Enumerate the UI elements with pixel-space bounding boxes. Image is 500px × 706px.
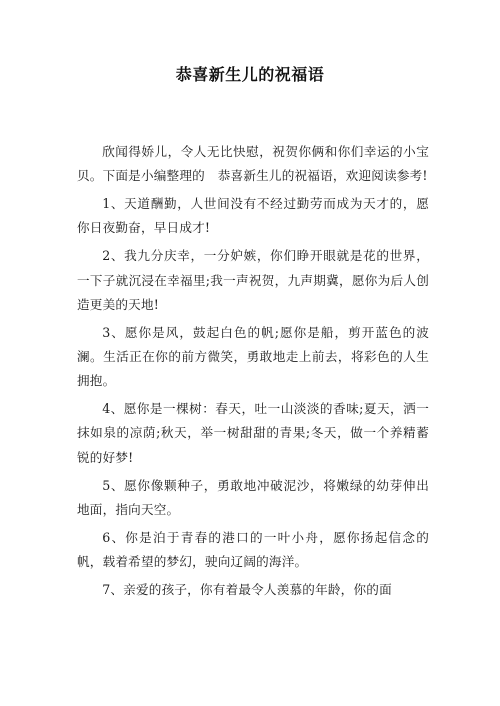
paragraph-1: 1、天道酬勤，人世间没有不经过勤劳而成为天才的，愿你日夜勤奋，早日成才! [77,196,429,236]
paragraph-intro: 欣闻得娇儿，令人无比快慰，祝贺你俩和你们幸运的小宝贝。下面是小编整理的 恭喜新生儿的祝福语，欢迎阅读参考! [77,144,429,184]
paragraph-7: 7、亲爱的孩子，你有着最令人羡慕的年龄，你的面 [102,582,392,598]
paragraph-3: 3、愿你是风，鼓起白色的帆;愿你是船，剪开蓝色的波澜。生活正在你的前方微笑，勇敢地走上前去，将彩色的人生拥抱。 [77,324,429,389]
paragraph-5: 5、愿你像颗种子，勇敢地冲破泥沙，将嫩绿的幼芽伸出地面，指向天空。 [77,477,429,517]
paragraph-6: 6、你是泊于青春的港口的一叶小舟，愿你扬起信念的帆，载着希望的梦幻，驶向辽阔的海洋。 [77,529,429,570]
paragraph-2: 2、我九分庆幸，一分妒嫉，你们睁开眼就是花的世界，一下子就沉浸在幸福里;我一声祝贺，九声期冀，愿你为后人创造更美的天地! [77,248,429,312]
document-title: 恭喜新生儿的祝福语 [175,65,325,84]
document-body [77,140,429,606]
paragraph-4: 4、愿你是一棵树：春天，吐一山淡淡的香味;夏天，洒一抹如泉的凉荫;秋天，举一树甜甜的青果;冬天，做一个养精蓄锐的好梦! [77,401,429,465]
